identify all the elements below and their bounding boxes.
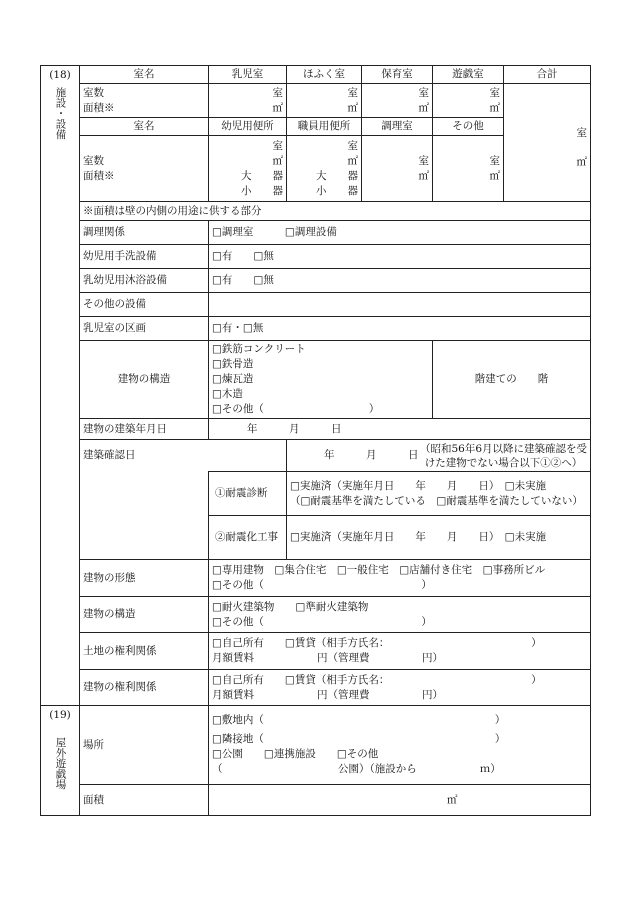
room2-header-staff-toilet: 職員用便所: [287, 118, 362, 136]
facility-form-table: [40, 65, 591, 816]
building-type-label: 建物の形態: [80, 560, 209, 597]
play-room-count-area[interactable]: 室 ㎡: [433, 84, 504, 118]
confirmation-indent-1: [80, 472, 209, 516]
construction-date-field[interactable]: 年 月 日: [209, 419, 591, 440]
nursery-room-count-area[interactable]: 室 ㎡: [362, 84, 433, 118]
room-header-total: 合計: [504, 66, 591, 84]
outdoor-place-options[interactable]: □敷地内（ ） □隣接地（ ） □公園 □連携施設 □その他 （ 公園）（施設から ｍ）: [209, 706, 591, 785]
section-19-header: [41, 706, 80, 816]
building-confirmation-label: 建築確認日: [80, 440, 287, 472]
outdoor-place-label: 場所: [80, 706, 209, 785]
area-note: ※面積は壁の内側の用途に供する部分: [80, 202, 591, 221]
infant-room-partition-label: 乳児室の区画: [80, 317, 209, 341]
room-count-area-label: 室数 面積※: [80, 84, 209, 118]
seismic-diagnosis-label: ①耐震診断: [209, 472, 287, 516]
staff-toilet-count-area[interactable]: 室 ㎡ 大 器 小 器: [287, 136, 362, 202]
building-rights-field[interactable]: □自己所有 □賃貸（相手方氏名： ） 月額賃料 円（管理費 円）: [209, 670, 591, 706]
land-rights-field[interactable]: □自己所有 □賃貸（相手方氏名： ） 月額賃料 円（管理費 円）: [209, 633, 591, 670]
building-confirmation-field[interactable]: 年 月 日 （昭和56年6月以降に建築確認を受 けた建物でない場合以下①②へ）: [287, 440, 591, 472]
outdoor-area-field[interactable]: ㎡: [209, 785, 591, 816]
cooking-options[interactable]: □調理室 □調理設備: [209, 221, 591, 245]
construction-date-label: 建物の建築年月日: [80, 419, 209, 440]
seismic-diagnosis-field[interactable]: □実施済（実施年月日 年 月 日） □未実施 （□耐震基準を満たしている □耐震基準を満たしていない）: [287, 472, 591, 516]
section-19-label: 屋外遊戯場: [54, 737, 67, 790]
section-19-number: (19): [49, 709, 71, 721]
other-equipment-label: その他の設備: [80, 293, 209, 317]
kitchen-count-area[interactable]: 室 ㎡: [362, 136, 433, 202]
building-type-options[interactable]: □専用建物 □集合住宅 □一般住宅 □店舗付き住宅 □事務所ビル □その他（ ）: [209, 560, 591, 597]
section-18-number: (18): [49, 69, 71, 81]
bath-label: 乳幼児用沐浴設備: [80, 269, 209, 293]
seismic-retrofit-label: ②耐震化工事: [209, 516, 287, 560]
infant-room-count-area[interactable]: 室 ㎡: [209, 84, 287, 118]
child-toilet-count-area[interactable]: 室 ㎡ 大 器 小 器: [209, 136, 287, 202]
room2-header-child-toilet: 幼児用便所: [209, 118, 287, 136]
room2-header-name: 室名: [80, 118, 209, 136]
room2-header-kitchen: 調理室: [362, 118, 433, 136]
section-18-header: [41, 66, 80, 706]
cooking-label: 調理関係: [80, 221, 209, 245]
room-header-crawl: ほふく室: [287, 66, 362, 84]
other-equipment-field[interactable]: [209, 293, 591, 317]
handwash-label: 幼児用手洗設備: [80, 245, 209, 269]
total-count-area[interactable]: 室 ㎡: [504, 84, 591, 202]
handwash-options[interactable]: □有 □無: [209, 245, 591, 269]
bath-options[interactable]: □有 □無: [209, 269, 591, 293]
crawl-room-count-area[interactable]: 室 ㎡: [287, 84, 362, 118]
outdoor-area-label: 面積: [80, 785, 209, 816]
building-structure-options[interactable]: □鉄筋コンクリート □鉄骨造 □煉瓦造 □木造 □その他（ ）: [209, 341, 433, 419]
land-rights-label: 土地の権利関係: [80, 633, 209, 670]
building-rights-label: 建物の権利関係: [80, 670, 209, 706]
infant-room-partition-options[interactable]: □有・□無: [209, 317, 591, 341]
building-floors[interactable]: 階建ての 階: [433, 341, 591, 419]
room-header-nursery: 保育室: [362, 66, 433, 84]
confirmation-indent-2: [80, 516, 209, 560]
room-header-infant: 乳児室: [209, 66, 287, 84]
room-header-name: 室名: [80, 66, 209, 84]
seismic-retrofit-field[interactable]: □実施済（実施年月日 年 月 日） □未実施: [287, 516, 591, 560]
fireproof-structure-options[interactable]: □耐火建築物 □準耐火建築物 □その他（ ）: [209, 597, 591, 633]
room2-count-area-label: 室数 面積※: [80, 136, 209, 202]
other-room-count-area[interactable]: 室 ㎡: [433, 136, 504, 202]
fireproof-structure-label: 建物の構造: [80, 597, 209, 633]
building-structure-label: 建物の構造: [80, 341, 209, 419]
room2-header-other: その他: [433, 118, 504, 136]
section-18-label: 施設・設備: [54, 87, 67, 140]
room-header-play: 遊戯室: [433, 66, 504, 84]
